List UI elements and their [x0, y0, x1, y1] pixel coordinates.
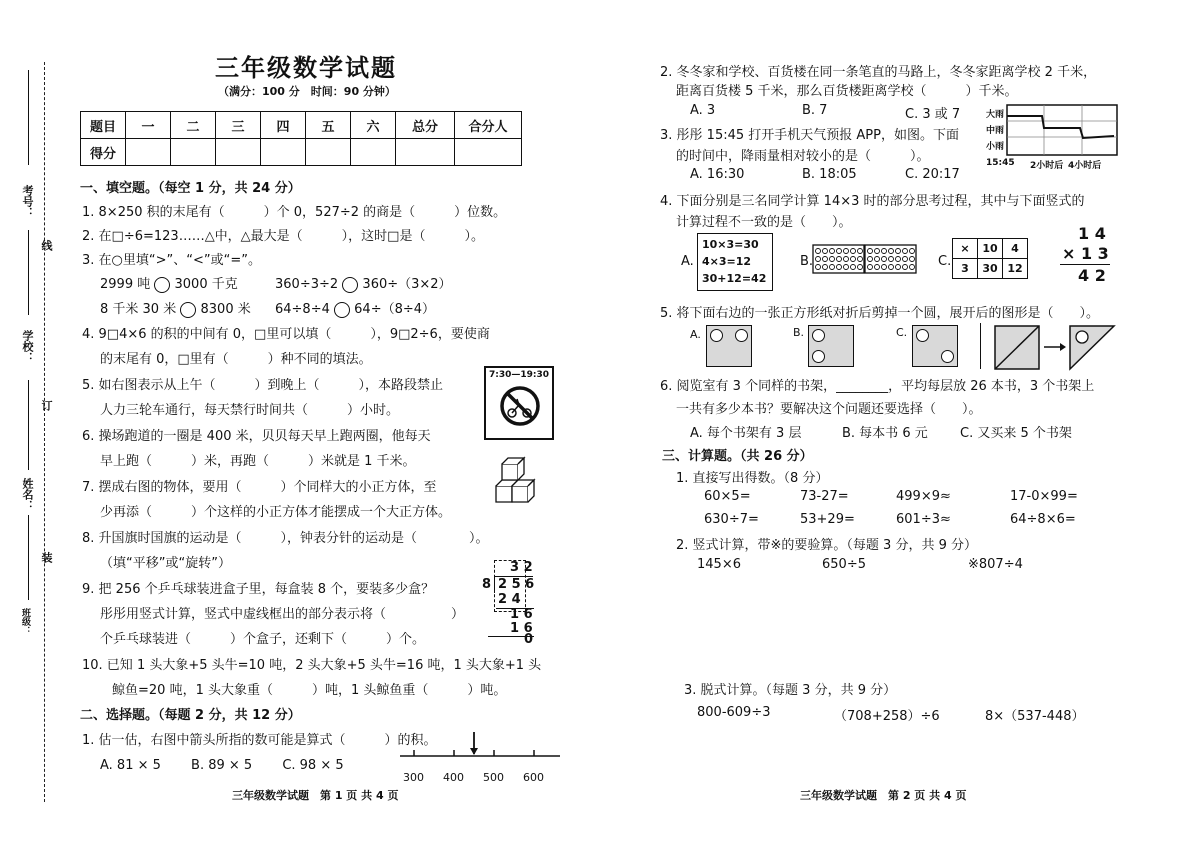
margin-label-line: 线 [40, 240, 53, 251]
dot [882, 265, 887, 270]
margin-label-pack: 装 [40, 552, 53, 563]
calc-1-title: 1. 直接写出得数。（8 分） [676, 471, 829, 486]
calc-item: 630÷7= [704, 512, 759, 527]
dot [851, 249, 856, 254]
choice-6-line2: 一共有多少本书？要解决这个问题还要选择（ ）。 [676, 402, 982, 417]
dot [875, 257, 880, 262]
score-header: 合分人 [455, 112, 522, 139]
margin-label-school: 学校： [21, 330, 34, 363]
choice-3-option-a: A. 16:30 [690, 167, 745, 182]
dot [816, 249, 821, 254]
dot [910, 249, 915, 254]
score-table-score-row [81, 139, 522, 166]
calc-3-item: 8×（537-448） [985, 709, 1085, 724]
question-1-2: 2. 在□÷6=123……△中，△最大是（ ），这时□是（ ）。 [82, 229, 484, 244]
cubes-figure-icon [492, 456, 540, 506]
vertical-calc-rule [1060, 264, 1110, 265]
dot [837, 249, 842, 254]
score-cell[interactable] [216, 139, 261, 166]
question-1-10-line1: 10. 已知 1 头大象+5 头牛=10 吨，2 头大象+5 头牛=16 吨，1 头大象+1 头 [82, 658, 542, 673]
score-header: 一 [126, 112, 171, 139]
grid-cell: 12 [1003, 259, 1028, 279]
hole [916, 329, 929, 342]
question-1-8-line1: 8. 升国旗时国旗的运动是（ ），钟表分针的运动是（ ）。 [82, 531, 489, 546]
dot [858, 257, 863, 262]
no-tricycle-icon [499, 385, 541, 427]
compare-right: 8300 米 [200, 302, 251, 317]
compare-right: 360÷（3×2） [362, 277, 452, 292]
dot [882, 249, 887, 254]
hole [710, 329, 723, 342]
binding-dashed-line [44, 62, 45, 802]
page-title: 三年级数学试题 [215, 54, 397, 82]
choice-4-option-a-label: A. [681, 254, 694, 269]
calc-item: 64÷8×6= [1010, 512, 1076, 527]
compare-circle[interactable] [334, 302, 350, 318]
compare-row-4 [275, 298, 435, 318]
choice-2-option-b: B. 7 [802, 103, 828, 118]
margin-label-id: 考号： [21, 185, 34, 218]
dot [875, 265, 880, 270]
calc-3-item: （708+258）÷6 [834, 709, 940, 724]
rain-time-label: 4小时后 [1068, 161, 1102, 171]
compare-right: 3000 千克 [174, 277, 238, 292]
choice-4-option-b-label: B. [800, 254, 814, 269]
grid-cell: 3 [953, 259, 978, 279]
page-2-footer: 三年级数学试题 第 2 页 共 4 页 [800, 789, 967, 802]
compare-left: 2999 吨 [100, 277, 151, 292]
choice-1: 1. 估一估，右图中箭头所指的数可能是算式（ ）的积。 [82, 733, 437, 748]
option-c-grid [952, 238, 1028, 279]
calc-2-item: ※807÷4 [968, 557, 1023, 572]
choice-1-options: A. 81 × 5 B. 89 × 5 C. 98 × 5 [100, 758, 344, 773]
compare-row-1 [100, 273, 238, 293]
dot [858, 249, 863, 254]
division-step: 1 6 [510, 621, 533, 636]
dot [844, 249, 849, 254]
dot [844, 257, 849, 262]
rain-level-label: 大雨 [986, 110, 1005, 120]
score-header: 四 [261, 112, 306, 139]
question-1-7-line1: 7. 摆成右图的物体，要用（ ）个同样大的小正方体，至 [82, 480, 437, 495]
dot [830, 265, 835, 270]
question-1-1: 1. 8×250 积的末尾有（ ）个 0，527÷2 的商是（ ）位数。 [82, 205, 507, 220]
choice-3-option-c: C. 20:17 [905, 167, 960, 182]
score-cell[interactable] [351, 139, 396, 166]
dot [882, 257, 887, 262]
option-a-step: 4×3=12 [702, 255, 752, 268]
question-1-4-line1: 4. 9□4×6 的积的中间有 0，□里可以填（ ），9□2÷6，要使商 [82, 327, 490, 342]
score-cell[interactable] [455, 139, 522, 166]
division-step: 1 6 [510, 607, 533, 622]
choice-5-option-a-label: A. [690, 328, 701, 341]
rain-time-label: 15:45 [986, 158, 1015, 168]
question-1-8-line2: （填“平移”或“旋转”） [100, 556, 231, 571]
compare-row-3 [100, 298, 251, 318]
rain-level-label: 中雨 [986, 126, 1005, 136]
dot [823, 257, 828, 262]
vertical-calc-result: 4 2 [1078, 266, 1106, 285]
choice-3-option-b: B. 18:05 [802, 167, 857, 182]
calc-item: 53+29= [800, 512, 855, 527]
figure-divider [980, 323, 981, 369]
option-a-step: 10×3=30 [702, 238, 759, 251]
calc-2-item: 650÷5 [822, 557, 866, 572]
question-1-5-line1: 5. 如右图表示从上午（ ）到晚上（ ），本路段禁止 [82, 378, 444, 393]
rain-time-label: 2小时后 [1030, 161, 1064, 171]
choice-5-option-a-figure [706, 325, 752, 367]
question-1-9-line2: 彤彤用竖式计算，竖式中虚线框出的部分表示将（ ） [100, 607, 465, 622]
dot [903, 249, 908, 254]
school-line [28, 230, 29, 315]
dot [889, 249, 894, 254]
choice-4-option-a-box [697, 233, 773, 291]
number-line-tick: 400 [443, 771, 464, 784]
choice-4-line1: 4. 下面分别是三名同学计算 14×3 时的部分思考过程，其中与下面竖式的 [660, 194, 1085, 209]
dot-array-figure [812, 244, 918, 274]
question-1-10-line2: 鲸鱼=20 吨，1 头大象重（ ）吨，1 头鲸鱼重（ ）吨。 [112, 683, 507, 698]
choice-5: 5. 将下面右边的一张正方形纸对折后剪掉一个圆，展开后的图形是（ ）。 [660, 306, 1100, 321]
choice-4-line2: 计算过程不一致的是（ ）。 [676, 215, 852, 230]
dot [903, 257, 908, 262]
page-subtitle: （满分：100 分 时间：90 分钟） [218, 85, 396, 98]
score-header: 题目 [81, 112, 126, 139]
score-cell[interactable] [126, 139, 171, 166]
choice-2-line2: 距离百货楼 5 千米，那么百货楼距离学校（ ）千米。 [676, 84, 1018, 99]
score-header: 三 [216, 112, 261, 139]
calc-2-title: 2. 竖式计算，带※的要验算。（每题 3 分，共 9 分） [676, 538, 977, 553]
calc-item: 73-27= [800, 489, 849, 504]
dot [858, 265, 863, 270]
number-line-tick: 500 [483, 771, 504, 784]
margin-label-class: 班级： [20, 608, 30, 635]
number-line-tick: 300 [403, 771, 424, 784]
dot [875, 249, 880, 254]
question-1-6-line2: 早上跑（ ）米，再跑（ ）米就是 1 千米。 [100, 454, 416, 469]
calc-item: 601÷3≈ [896, 512, 951, 527]
dot [851, 265, 856, 270]
score-cell[interactable] [261, 139, 306, 166]
dot [816, 265, 821, 270]
question-1-5-line2: 人力三轮车通行，每天禁行时间共（ ）小时。 [100, 403, 400, 418]
calc-2-item: 145×6 [697, 557, 741, 572]
score-cell[interactable] [306, 139, 351, 166]
dot [910, 257, 915, 262]
score-header: 总分 [396, 112, 455, 139]
number-line-figure [398, 728, 563, 760]
dot [896, 249, 901, 254]
division-quotient: 3 2 [510, 560, 533, 575]
compare-right: 64÷（8÷4） [354, 302, 436, 317]
question-1-3: 3. 在○里填“>”、“<”或“=”。 [82, 253, 261, 268]
dot [896, 257, 901, 262]
section-1-title: 一、填空题。（每空 1 分，共 24 分） [80, 181, 301, 196]
vertical-calc-mid: × 1 3 [1062, 244, 1109, 263]
hole [941, 350, 954, 363]
question-1-9-line3: 个乒乓球装进（ ）个盒子，还剩下（ ）个。 [100, 632, 426, 647]
compare-left: 8 千米 30 米 [100, 302, 177, 317]
division-remainder: 0 [524, 632, 534, 647]
class-line [28, 515, 29, 600]
margin-label-bind: 订 [40, 400, 53, 411]
compare-circle[interactable] [342, 277, 358, 293]
dot [903, 265, 908, 270]
dot [837, 265, 842, 270]
option-a-steps [702, 236, 766, 287]
section-2-title: 二、选择题。（每题 2 分，共 12 分） [80, 708, 301, 723]
hole [812, 350, 825, 363]
dot [896, 265, 901, 270]
choice-3-line1: 3. 彤彤 15:45 打开手机天气预报 APP，如图。下面 [660, 128, 959, 143]
dot [816, 257, 821, 262]
choice-5-option-b-label: B. [793, 326, 805, 339]
number-line-tick: 600 [523, 771, 544, 784]
score-row-label: 得分 [81, 139, 126, 166]
dot [837, 257, 842, 262]
dot [830, 257, 835, 262]
grid-cell: 10 [978, 239, 1003, 259]
dot [851, 257, 856, 262]
calc-3-item: 800-609÷3 [697, 705, 771, 720]
choice-2-option-c: C. 3 或 7 [905, 107, 961, 122]
dot [889, 265, 894, 270]
dot [823, 249, 828, 254]
score-cell[interactable] [171, 139, 216, 166]
page-1-footer: 三年级数学试题 第 1 页 共 4 页 [232, 789, 399, 802]
grid-cell: 30 [978, 259, 1003, 279]
score-cell[interactable] [396, 139, 455, 166]
dot [889, 257, 894, 262]
section-3-title: 三、计算题。（共 26 分） [662, 449, 813, 464]
choice-6-line1: 6. 阅览室有 3 个同样的书架，________，平均每层放 26 本书，3 个书架上 [660, 379, 1095, 394]
division-step: 2 4 [498, 592, 521, 607]
hole [735, 329, 748, 342]
grid-cell: × [953, 239, 978, 259]
choice-5-option-c-label: C. [896, 326, 908, 339]
name-line [28, 380, 29, 470]
choice-2-option-a: A. 3 [690, 103, 716, 118]
option-a-step: 30+12=42 [702, 272, 767, 285]
calc-item: 499×9≈ [896, 489, 951, 504]
hole [812, 329, 825, 342]
choice-5-option-c-figure [912, 325, 958, 367]
folded-paper-figure [994, 325, 1120, 371]
dot [868, 265, 873, 270]
choice-4-option-c-label: C. [938, 254, 952, 269]
dot [830, 249, 835, 254]
long-division [480, 560, 540, 646]
score-table-header-row [81, 112, 522, 139]
score-header: 五 [306, 112, 351, 139]
dot [868, 257, 873, 262]
compare-left: 64÷8÷4 [275, 302, 330, 317]
question-1-4-line2: 的末尾有 0，□里有（ ）种不同的填法。 [100, 352, 372, 367]
dot [910, 265, 915, 270]
compare-circle[interactable] [180, 302, 196, 318]
dot [844, 265, 849, 270]
vertical-calc-top: 1 4 [1078, 224, 1106, 243]
question-1-6-line1: 6. 操场跑道的一圈是 400 米，贝贝每天早上跑两圈，他每天 [82, 429, 431, 444]
dot [868, 249, 873, 254]
score-header: 二 [171, 112, 216, 139]
margin-label-name: 姓名： [21, 478, 34, 511]
division-divisor: 8 [482, 577, 492, 592]
calc-3-title: 3. 脱式计算。（每题 3 分，共 9 分） [684, 683, 897, 698]
sign-time: 7:30—19:30 [488, 370, 550, 380]
grid-cell: 4 [1003, 239, 1028, 259]
choice-5-option-b-figure [808, 325, 854, 367]
calc-item: 17-0×99= [1010, 489, 1078, 504]
division-dividend: 2 5 6 [498, 577, 535, 592]
id-line [28, 70, 29, 165]
rain-level-label: 小雨 [986, 142, 1005, 152]
compare-row-2 [275, 273, 452, 293]
rain-forecast-graph [1006, 104, 1118, 156]
calc-item: 60×5= [704, 489, 751, 504]
dot [823, 265, 828, 270]
score-header: 六 [351, 112, 396, 139]
question-1-7-line2: 少再添（ ）个这样的小正方体才能摆成一个大正方体。 [100, 505, 452, 520]
choice-6-option-a: A. 每个书架有 3 层 [690, 426, 802, 441]
choice-3-line2: 的时间中，降雨量相对较小的是（ ）。 [676, 149, 930, 164]
question-1-9-line1: 9. 把 256 个乒乓球装进盒子里，每盒装 8 个，要装多少盒？ [82, 582, 435, 597]
choice-6-option-c: C. 又买来 5 个书架 [960, 426, 1072, 441]
compare-left: 360÷3÷2 [275, 277, 339, 292]
traffic-sign [484, 366, 554, 440]
choice-2-line1: 2. 冬冬家和学校、百货楼在同一条笔直的马路上，冬冬家距离学校 2 千米， [660, 65, 1097, 80]
score-table [80, 111, 522, 166]
compare-circle[interactable] [154, 277, 170, 293]
choice-6-option-b: B. 每本书 6 元 [842, 426, 928, 441]
